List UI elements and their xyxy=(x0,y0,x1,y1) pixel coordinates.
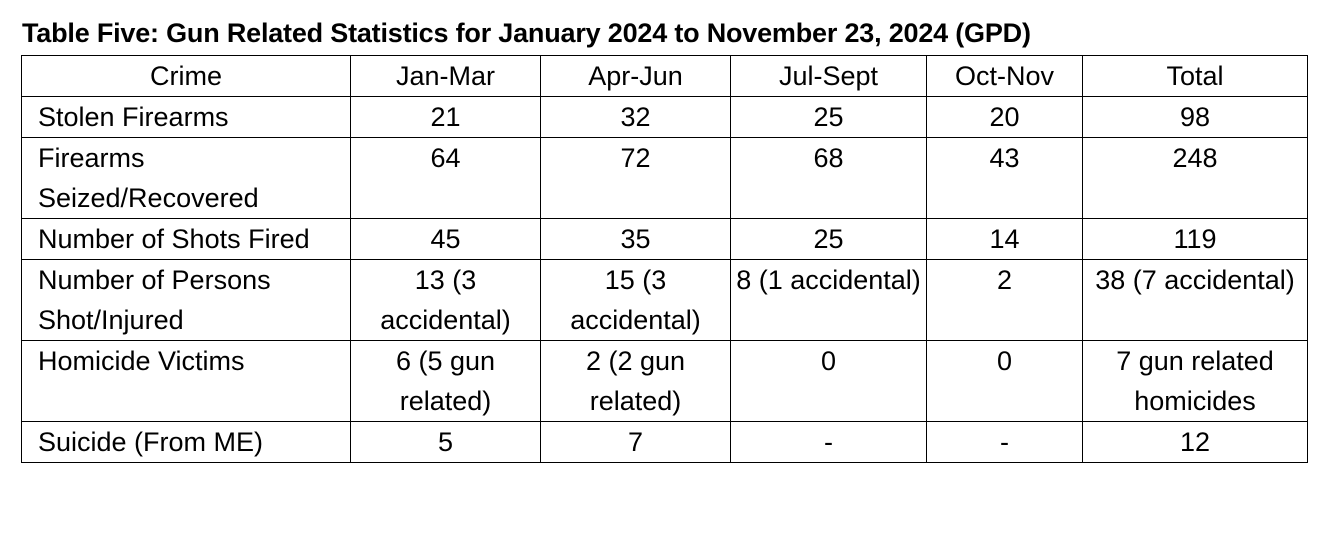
value-cell: 45 xyxy=(351,219,541,260)
table-row xyxy=(22,341,1308,422)
value-cell: 15 (3 accidental) xyxy=(541,260,731,341)
table-row xyxy=(22,97,1308,138)
header-jan-mar: Jan-Mar xyxy=(351,56,541,97)
total-cell: 248 xyxy=(1083,138,1308,219)
total-cell: 38 (7 accidental) xyxy=(1083,260,1308,341)
table-row xyxy=(22,260,1308,341)
crime-cell: Suicide (From ME) xyxy=(22,422,351,463)
value-cell: - xyxy=(927,422,1083,463)
crime-cell: Homicide Victims xyxy=(22,341,351,422)
value-cell: 35 xyxy=(541,219,731,260)
value-cell: 20 xyxy=(927,97,1083,138)
gun-statistics-table xyxy=(21,55,1308,463)
header-jul-sept: Jul-Sept xyxy=(731,56,927,97)
value-cell: 13 (3 accidental) xyxy=(351,260,541,341)
crime-cell: Firearms Seized/Recovered xyxy=(22,138,351,219)
total-cell: 119 xyxy=(1083,219,1308,260)
header-total: Total xyxy=(1083,56,1308,97)
value-cell: 25 xyxy=(731,219,927,260)
total-cell: 12 xyxy=(1083,422,1308,463)
table-caption: Table Five: Gun Related Statistics for January 2024 to November 23, 2024 (GPD) xyxy=(22,18,1031,48)
crime-cell: Number of Shots Fired xyxy=(22,219,351,260)
value-cell: 5 xyxy=(351,422,541,463)
value-cell: 32 xyxy=(541,97,731,138)
value-cell: 21 xyxy=(351,97,541,138)
value-cell: 6 (5 gun related) xyxy=(351,341,541,422)
value-cell: 8 (1 accidental) xyxy=(731,260,927,341)
header-row xyxy=(22,56,1308,97)
crime-cell: Number of Persons Shot/Injured xyxy=(22,260,351,341)
value-cell: 0 xyxy=(731,341,927,422)
value-cell: 2 xyxy=(927,260,1083,341)
value-cell: 0 xyxy=(927,341,1083,422)
table-row xyxy=(22,138,1308,219)
crime-cell: Stolen Firearms xyxy=(22,97,351,138)
value-cell: 43 xyxy=(927,138,1083,219)
value-cell: 2 (2 gun related) xyxy=(541,341,731,422)
value-cell: 7 xyxy=(541,422,731,463)
value-cell: 72 xyxy=(541,138,731,219)
total-cell: 98 xyxy=(1083,97,1308,138)
header-apr-jun: Apr-Jun xyxy=(541,56,731,97)
value-cell: 14 xyxy=(927,219,1083,260)
table-row xyxy=(22,219,1308,260)
total-cell: 7 gun related homicides xyxy=(1083,341,1308,422)
table-row xyxy=(22,422,1308,463)
header-crime: Crime xyxy=(22,56,351,97)
value-cell: 64 xyxy=(351,138,541,219)
value-cell: 25 xyxy=(731,97,927,138)
header-oct-nov: Oct-Nov xyxy=(927,56,1083,97)
value-cell: 68 xyxy=(731,138,927,219)
value-cell: - xyxy=(731,422,927,463)
